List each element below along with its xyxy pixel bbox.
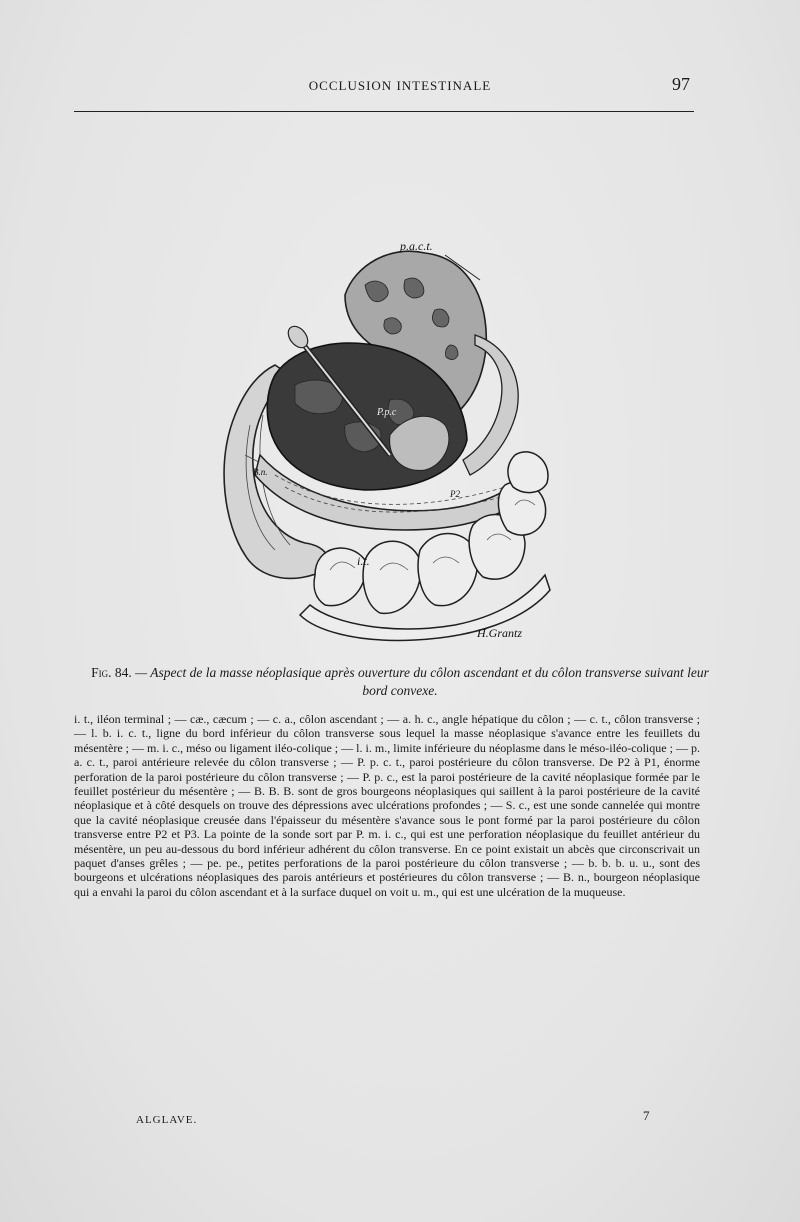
footer-author: ALGLAVE. [136, 1114, 198, 1126]
figure-caption [80, 664, 720, 700]
signature-mark: 7 [643, 1108, 650, 1123]
caption-text: — Aspect de la masse néoplasique après ouverture du côlon ascendant et du côlon transverse suivant leur bord convexe. [131, 665, 709, 698]
illustrator-signature: H.Grantz [477, 626, 523, 640]
header-rule [74, 111, 694, 112]
running-header: OCCLUSION INTESTINALE [308, 78, 492, 93]
label-bn: B.n. [253, 467, 268, 477]
figure-number: Fig. 84. [91, 665, 132, 680]
figure-legend: i. t., iléon terminal ; — cæ., cæcum ; — c. a., côlon ascendant ; — a. h. c., angle hépatique du côlon ; — c. t., côlon transverse ; — l. b. i. c. t., ligne du bord inférieur du côlon transverse sous lequel la masse néoplasique s'avance entre les feuillets du mésentère ; — m. i. c., méso ou ligament iléo-colique ; — l. i. m., limite inférieure du néoplasme dans le méso-iléo-colique ; — p. a. c. t., paroi antérieure relevée du côlon transverse ; — P. p. c. t., paroi postérieure du côlon transverse. De P2 à P1, énorme perforation de la paroi postérieure du côlon transverse ; — P. p. c., est la paroi postérieure de la cavité néoplasique formée par le feuillet postérieur du mésentère ; — B. B. B. sont de gros bourgeons néoplasiques qui saillent à la paroi postérieure de la cavité néoplasique et à côté desquels on trouve des dépressions avec ulcérations profondes ; — S. c., est une sonde cannelée qui montre que la cavité néoplasique creusée dans l'épaisseur du mésentère s'avance sous le pont formé par la paroi postérieure du côlon transverse entre P2 et P3. La pointe de la sonde sort par P. m. i. c., qui est une perforation néoplasique du feuillet antérieur du mésentère, un peu au-dessous du bord inférieur adhérent du côlon transverse. En ce point existait un abcès que circonscrivait un paquet d'anses grêles ; — pe. pe., petites perforations de la paroi postérieure du côlon transverse ; — b. b. b. u. u., sont des bourgeons et ulcérations néoplasiques des parois antérieurs et postérieures du côlon transverse ; — B. n., bourgeon néoplasique qui a envahi la paroi du côlon ascendant et à la surface duquel on voit u. m., qui est une ulcération de la muqueuse. [74, 712, 700, 899]
label-it: i.t. [357, 554, 370, 568]
label-p2: P2 [450, 489, 460, 499]
label-pact: p.a.c.t. [400, 239, 433, 253]
anatomical-illustration [205, 225, 585, 655]
page-number: 97 [672, 74, 690, 94]
label-ppc: P.p.c [377, 407, 397, 418]
